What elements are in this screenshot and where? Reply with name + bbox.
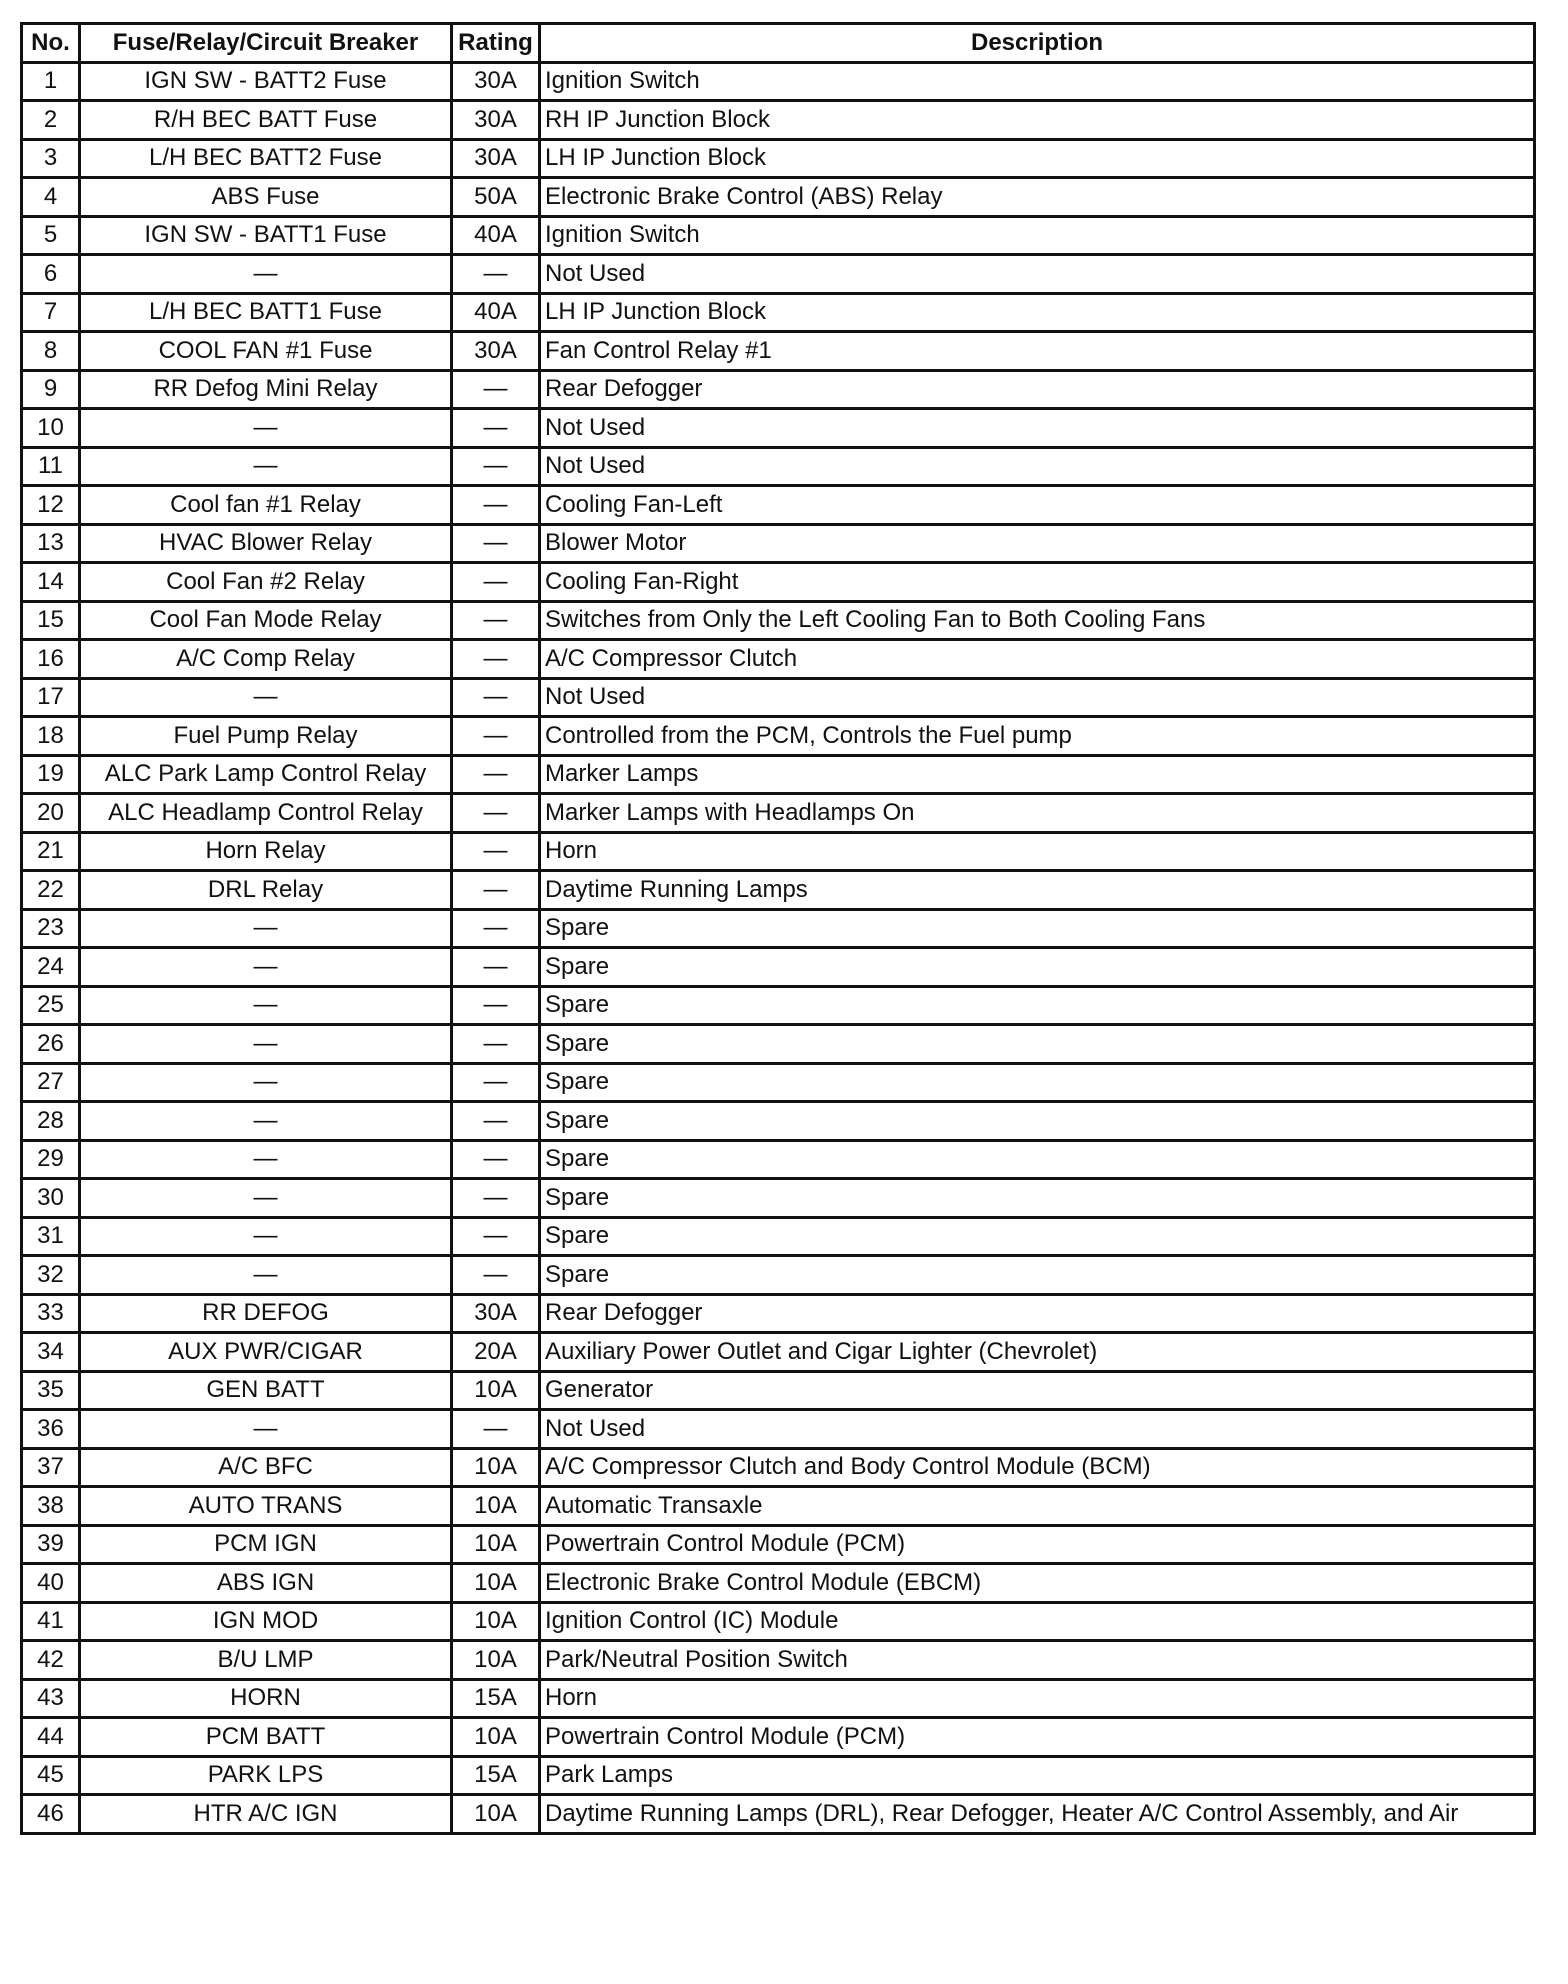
cell-description: Electronic Brake Control (ABS) Relay (540, 178, 1535, 217)
header-description: Description (540, 24, 1535, 63)
cell-fuse-relay-name: — (80, 447, 452, 486)
cell-rating: 10A (452, 1371, 540, 1410)
cell-no: 4 (22, 178, 80, 217)
table-row (22, 948, 1535, 987)
cell-fuse-relay-name: GEN BATT (80, 1371, 452, 1410)
table-row (22, 717, 1535, 756)
cell-description: Automatic Transaxle (540, 1487, 1535, 1526)
cell-rating: 30A (452, 139, 540, 178)
table-row (22, 370, 1535, 409)
table-row (22, 601, 1535, 640)
cell-description: Spare (540, 1179, 1535, 1218)
cell-rating: — (452, 755, 540, 794)
cell-fuse-relay-name: ABS Fuse (80, 178, 452, 217)
cell-rating: — (452, 1102, 540, 1141)
cell-no: 41 (22, 1602, 80, 1641)
table-row (22, 1718, 1535, 1757)
table-row (22, 1564, 1535, 1603)
table-row (22, 139, 1535, 178)
cell-description: Not Used (540, 1410, 1535, 1449)
cell-rating: 10A (452, 1795, 540, 1834)
cell-rating: — (452, 370, 540, 409)
cell-rating: — (452, 1217, 540, 1256)
cell-description: RH IP Junction Block (540, 101, 1535, 140)
cell-rating: — (452, 1025, 540, 1064)
cell-rating: — (452, 1063, 540, 1102)
table-row (22, 909, 1535, 948)
cell-description: Switches from Only the Left Cooling Fan to Both Cooling Fans (540, 601, 1535, 640)
cell-rating: 10A (452, 1602, 540, 1641)
cell-rating: 10A (452, 1448, 540, 1487)
cell-fuse-relay-name: — (80, 1025, 452, 1064)
cell-rating: 30A (452, 1294, 540, 1333)
cell-fuse-relay-name: Cool Fan Mode Relay (80, 601, 452, 640)
cell-rating: 15A (452, 1679, 540, 1718)
table-row (22, 293, 1535, 332)
table-body (22, 62, 1535, 1833)
cell-fuse-relay-name: B/U LMP (80, 1641, 452, 1680)
cell-rating: — (452, 871, 540, 910)
cell-fuse-relay-name: — (80, 1256, 452, 1295)
cell-fuse-relay-name: HORN (80, 1679, 452, 1718)
cell-fuse-relay-name: — (80, 678, 452, 717)
table-row (22, 1795, 1535, 1834)
cell-no: 33 (22, 1294, 80, 1333)
cell-fuse-relay-name: IGN SW - BATT1 Fuse (80, 216, 452, 255)
cell-no: 35 (22, 1371, 80, 1410)
table-row (22, 1525, 1535, 1564)
cell-no: 9 (22, 370, 80, 409)
cell-fuse-relay-name: DRL Relay (80, 871, 452, 910)
cell-no: 5 (22, 216, 80, 255)
table-row (22, 1641, 1535, 1680)
table-row (22, 486, 1535, 525)
header-row (22, 24, 1535, 63)
cell-fuse-relay-name: — (80, 1217, 452, 1256)
cell-fuse-relay-name: — (80, 909, 452, 948)
cell-fuse-relay-name: R/H BEC BATT Fuse (80, 101, 452, 140)
cell-no: 29 (22, 1140, 80, 1179)
cell-fuse-relay-name: AUTO TRANS (80, 1487, 452, 1526)
cell-description: Spare (540, 1025, 1535, 1064)
cell-no: 27 (22, 1063, 80, 1102)
cell-no: 24 (22, 948, 80, 987)
cell-fuse-relay-name: IGN SW - BATT2 Fuse (80, 62, 452, 101)
cell-no: 26 (22, 1025, 80, 1064)
table-row (22, 1179, 1535, 1218)
cell-no: 1 (22, 62, 80, 101)
table-row (22, 178, 1535, 217)
cell-no: 17 (22, 678, 80, 717)
cell-rating: — (452, 678, 540, 717)
cell-description: A/C Compressor Clutch and Body Control Module (BCM) (540, 1448, 1535, 1487)
cell-description: Electronic Brake Control Module (EBCM) (540, 1564, 1535, 1603)
cell-rating: 10A (452, 1641, 540, 1680)
cell-description: Spare (540, 1217, 1535, 1256)
table-row (22, 332, 1535, 371)
cell-rating: 40A (452, 216, 540, 255)
cell-description: Horn (540, 832, 1535, 871)
cell-rating: 50A (452, 178, 540, 217)
cell-no: 42 (22, 1641, 80, 1680)
cell-fuse-relay-name: PARK LPS (80, 1756, 452, 1795)
cell-fuse-relay-name: Fuel Pump Relay (80, 717, 452, 756)
cell-rating: 10A (452, 1525, 540, 1564)
cell-no: 31 (22, 1217, 80, 1256)
cell-fuse-relay-name: — (80, 1063, 452, 1102)
cell-rating: 15A (452, 1756, 540, 1795)
cell-description: Not Used (540, 678, 1535, 717)
cell-fuse-relay-name: L/H BEC BATT2 Fuse (80, 139, 452, 178)
table-row (22, 216, 1535, 255)
cell-fuse-relay-name: PCM IGN (80, 1525, 452, 1564)
cell-rating: 10A (452, 1564, 540, 1603)
cell-fuse-relay-name: — (80, 1179, 452, 1218)
cell-no: 14 (22, 563, 80, 602)
cell-rating: — (452, 909, 540, 948)
cell-rating: 10A (452, 1487, 540, 1526)
cell-description: Ignition Control (IC) Module (540, 1602, 1535, 1641)
cell-description: Ignition Switch (540, 62, 1535, 101)
cell-fuse-relay-name: — (80, 986, 452, 1025)
cell-no: 13 (22, 524, 80, 563)
cell-rating: 10A (452, 1718, 540, 1757)
cell-no: 21 (22, 832, 80, 871)
cell-description: Cooling Fan-Right (540, 563, 1535, 602)
cell-no: 22 (22, 871, 80, 910)
cell-rating: — (452, 794, 540, 833)
cell-fuse-relay-name: — (80, 1410, 452, 1449)
cell-description: Spare (540, 909, 1535, 948)
table-row (22, 1410, 1535, 1449)
cell-description: Daytime Running Lamps (DRL), Rear Defogger, Heater A/C Control Assembly, and Air (540, 1795, 1535, 1834)
cell-no: 16 (22, 640, 80, 679)
cell-no: 20 (22, 794, 80, 833)
cell-no: 7 (22, 293, 80, 332)
cell-fuse-relay-name: HVAC Blower Relay (80, 524, 452, 563)
cell-description: Not Used (540, 255, 1535, 294)
cell-description: Park Lamps (540, 1756, 1535, 1795)
table-row (22, 1602, 1535, 1641)
table-row (22, 255, 1535, 294)
table-row (22, 447, 1535, 486)
cell-rating: 30A (452, 332, 540, 371)
table-row (22, 755, 1535, 794)
cell-description: Rear Defogger (540, 1294, 1535, 1333)
cell-fuse-relay-name: RR DEFOG (80, 1294, 452, 1333)
table-row (22, 1217, 1535, 1256)
table-row (22, 1102, 1535, 1141)
cell-no: 2 (22, 101, 80, 140)
cell-no: 12 (22, 486, 80, 525)
table-row (22, 1756, 1535, 1795)
cell-description: Spare (540, 948, 1535, 987)
cell-rating: — (452, 948, 540, 987)
cell-fuse-relay-name: L/H BEC BATT1 Fuse (80, 293, 452, 332)
header-no: No. (22, 24, 80, 63)
cell-rating: — (452, 255, 540, 294)
cell-rating: 30A (452, 101, 540, 140)
table-row (22, 1063, 1535, 1102)
cell-no: 11 (22, 447, 80, 486)
cell-description: Controlled from the PCM, Controls the Fuel pump (540, 717, 1535, 756)
cell-description: Daytime Running Lamps (540, 871, 1535, 910)
table-row (22, 1140, 1535, 1179)
cell-description: LH IP Junction Block (540, 293, 1535, 332)
table-row (22, 101, 1535, 140)
cell-no: 32 (22, 1256, 80, 1295)
table-row (22, 1487, 1535, 1526)
table-row (22, 1025, 1535, 1064)
cell-fuse-relay-name: ABS IGN (80, 1564, 452, 1603)
cell-no: 8 (22, 332, 80, 371)
cell-rating: — (452, 1179, 540, 1218)
cell-rating: — (452, 447, 540, 486)
cell-fuse-relay-name: ALC Headlamp Control Relay (80, 794, 452, 833)
cell-no: 36 (22, 1410, 80, 1449)
cell-description: Spare (540, 1063, 1535, 1102)
cell-rating: 20A (452, 1333, 540, 1372)
cell-fuse-relay-name: Horn Relay (80, 832, 452, 871)
table-row (22, 1333, 1535, 1372)
table-row (22, 640, 1535, 679)
cell-description: Cooling Fan-Left (540, 486, 1535, 525)
cell-description: LH IP Junction Block (540, 139, 1535, 178)
table-row (22, 1256, 1535, 1295)
cell-no: 40 (22, 1564, 80, 1603)
cell-no: 28 (22, 1102, 80, 1141)
table-row (22, 524, 1535, 563)
cell-fuse-relay-name: — (80, 948, 452, 987)
cell-no: 45 (22, 1756, 80, 1795)
cell-no: 3 (22, 139, 80, 178)
cell-no: 37 (22, 1448, 80, 1487)
cell-description: Powertrain Control Module (PCM) (540, 1525, 1535, 1564)
cell-no: 10 (22, 409, 80, 448)
cell-rating: — (452, 524, 540, 563)
cell-fuse-relay-name: ALC Park Lamp Control Relay (80, 755, 452, 794)
cell-fuse-relay-name: A/C BFC (80, 1448, 452, 1487)
cell-fuse-relay-name: Cool fan #1 Relay (80, 486, 452, 525)
header-rating: Rating (452, 24, 540, 63)
cell-rating: — (452, 601, 540, 640)
cell-fuse-relay-name: — (80, 1140, 452, 1179)
cell-description: Not Used (540, 409, 1535, 448)
cell-rating: — (452, 832, 540, 871)
cell-description: Spare (540, 1256, 1535, 1295)
cell-fuse-relay-name: AUX PWR/CIGAR (80, 1333, 452, 1372)
cell-description: Ignition Switch (540, 216, 1535, 255)
cell-rating: — (452, 640, 540, 679)
header-fuse-relay-circuit-breaker: Fuse/Relay/Circuit Breaker (80, 24, 452, 63)
cell-rating: 40A (452, 293, 540, 332)
table-row (22, 1294, 1535, 1333)
cell-rating: — (452, 986, 540, 1025)
cell-no: 39 (22, 1525, 80, 1564)
cell-no: 23 (22, 909, 80, 948)
cell-fuse-relay-name: — (80, 409, 452, 448)
cell-no: 15 (22, 601, 80, 640)
cell-fuse-relay-name: A/C Comp Relay (80, 640, 452, 679)
cell-description: Auxiliary Power Outlet and Cigar Lighter (Chevrolet) (540, 1333, 1535, 1372)
cell-fuse-relay-name: RR Defog Mini Relay (80, 370, 452, 409)
cell-description: Marker Lamps (540, 755, 1535, 794)
cell-description: Rear Defogger (540, 370, 1535, 409)
cell-no: 38 (22, 1487, 80, 1526)
table-row (22, 678, 1535, 717)
cell-description: Horn (540, 1679, 1535, 1718)
cell-no: 44 (22, 1718, 80, 1757)
table-row (22, 1448, 1535, 1487)
cell-description: Park/Neutral Position Switch (540, 1641, 1535, 1680)
table-row (22, 563, 1535, 602)
cell-no: 46 (22, 1795, 80, 1834)
table-row (22, 794, 1535, 833)
cell-description: A/C Compressor Clutch (540, 640, 1535, 679)
cell-fuse-relay-name: HTR A/C IGN (80, 1795, 452, 1834)
cell-description: Spare (540, 1102, 1535, 1141)
cell-fuse-relay-name: — (80, 255, 452, 294)
cell-no: 30 (22, 1179, 80, 1218)
cell-description: Marker Lamps with Headlamps On (540, 794, 1535, 833)
cell-rating: — (452, 563, 540, 602)
fuse-relay-table (20, 22, 1536, 1835)
cell-fuse-relay-name: IGN MOD (80, 1602, 452, 1641)
table-header (22, 24, 1535, 63)
table-row (22, 1371, 1535, 1410)
cell-description: Powertrain Control Module (PCM) (540, 1718, 1535, 1757)
cell-rating: — (452, 486, 540, 525)
cell-description: Blower Motor (540, 524, 1535, 563)
cell-description: Generator (540, 1371, 1535, 1410)
cell-rating: — (452, 1140, 540, 1179)
cell-no: 34 (22, 1333, 80, 1372)
table-row (22, 1679, 1535, 1718)
table-row (22, 871, 1535, 910)
cell-rating: — (452, 1410, 540, 1449)
cell-description: Fan Control Relay #1 (540, 332, 1535, 371)
cell-rating: — (452, 1256, 540, 1295)
cell-rating: — (452, 409, 540, 448)
cell-description: Spare (540, 986, 1535, 1025)
cell-no: 19 (22, 755, 80, 794)
cell-description: Not Used (540, 447, 1535, 486)
table-row (22, 62, 1535, 101)
table-row (22, 409, 1535, 448)
table-row (22, 986, 1535, 1025)
cell-no: 6 (22, 255, 80, 294)
cell-fuse-relay-name: Cool Fan #2 Relay (80, 563, 452, 602)
cell-rating: 30A (452, 62, 540, 101)
table-row (22, 832, 1535, 871)
cell-no: 18 (22, 717, 80, 756)
cell-no: 43 (22, 1679, 80, 1718)
cell-description: Spare (540, 1140, 1535, 1179)
cell-no: 25 (22, 986, 80, 1025)
cell-rating: — (452, 717, 540, 756)
cell-fuse-relay-name: COOL FAN #1 Fuse (80, 332, 452, 371)
cell-fuse-relay-name: PCM BATT (80, 1718, 452, 1757)
cell-fuse-relay-name: — (80, 1102, 452, 1141)
